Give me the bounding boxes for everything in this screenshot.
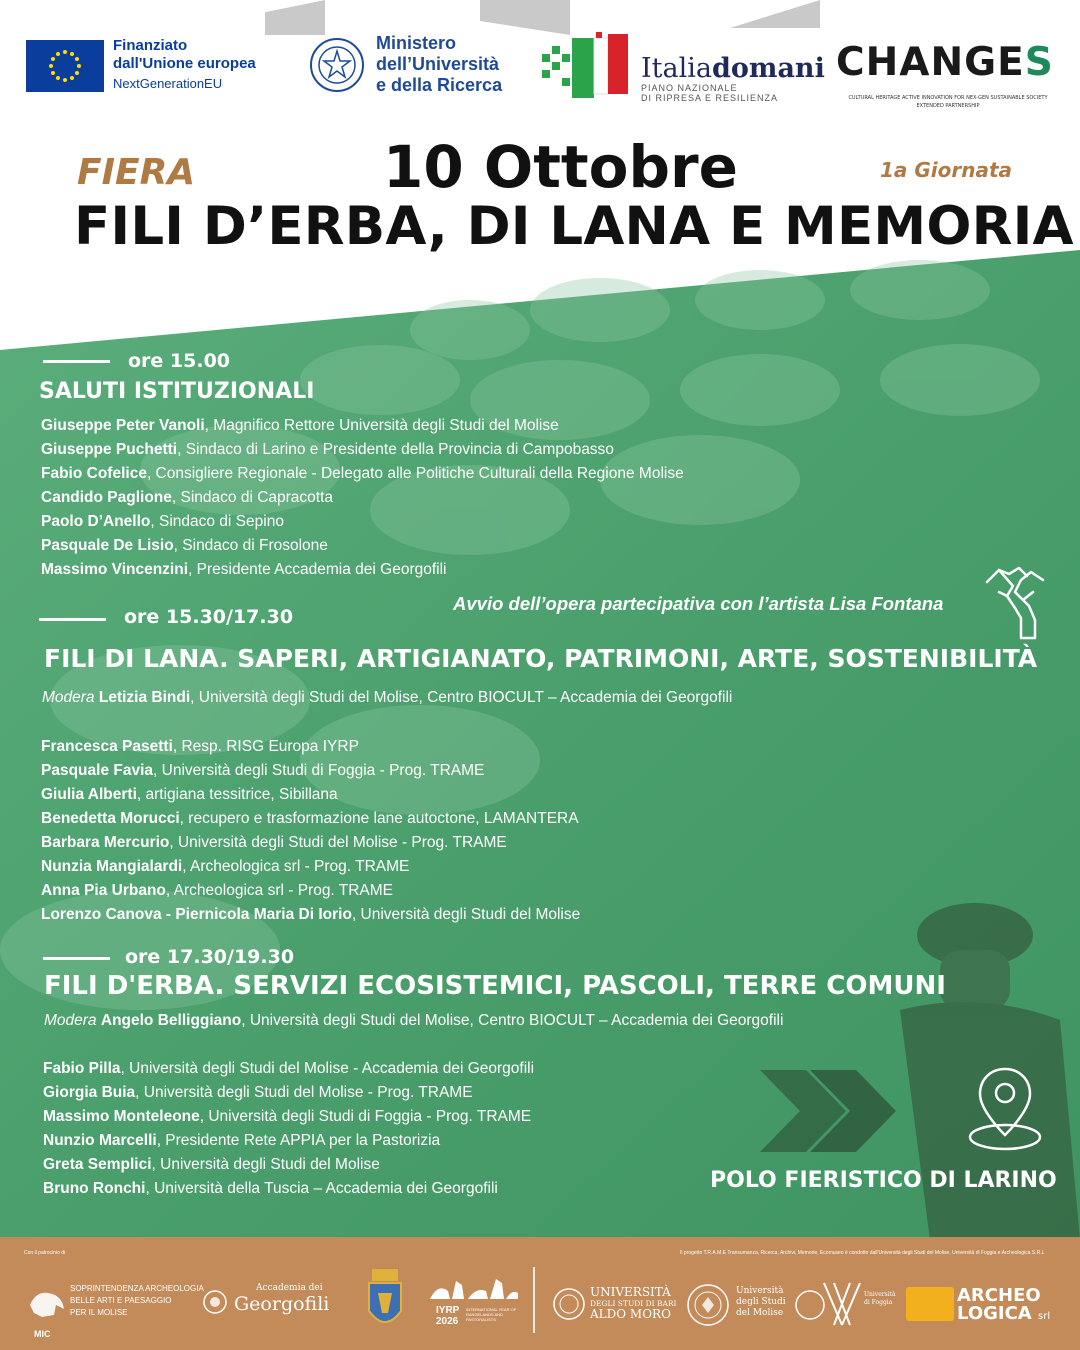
changes-subtitle	[838, 94, 1058, 110]
speaker: Bruno Ronchi, Università della Tuscia – Accademia dei Georgofili	[43, 1180, 498, 1197]
speaker: Barbara Mercurio, Università degli Studi del Molise - Prog. TRAME	[41, 834, 507, 851]
archeologica-line2: LOGICA	[957, 1303, 1032, 1324]
changes-logo	[836, 42, 1054, 84]
speaker-list	[43, 1057, 534, 1201]
iyrp-animals-icon	[428, 1273, 520, 1303]
iyrp-line1: IYRP	[436, 1305, 460, 1316]
sabap-line3: PER IL MOLISE	[70, 1308, 128, 1317]
speaker: Pasquale De Lisio, Sindaco di Frosolone	[41, 537, 328, 554]
archeologica-line1: ARCHEO	[957, 1285, 1041, 1306]
moderator: Modera Letizia Bindi, Università degli Studi del Molise, Centro BIOCULT – Accademia dei Georgofili	[42, 689, 733, 706]
fiera-label: FIERA	[77, 152, 196, 193]
moderator: Modera Angelo Belliggiano, Università degli Studi del Molise, Centro BIOCULT – Accademia dei Georgofili	[44, 1012, 784, 1029]
unimol-text	[736, 1286, 786, 1319]
artist-note: Avvio dell’opera partecipativa con l’artista Lisa Fontana	[453, 593, 944, 614]
speaker: Massimo Monteleone, Università degli Studi di Foggia - Prog. TRAME	[43, 1108, 532, 1125]
session-time: ore 15.30/17.30	[124, 606, 294, 628]
archeologica-logo-icon	[906, 1287, 954, 1321]
sabap-logo-icon	[26, 1285, 68, 1329]
time-divider	[43, 360, 110, 363]
unifg-text	[864, 1291, 896, 1307]
speaker: Pasquale Favia, Università degli Studi di Foggia - Prog. TRAME	[41, 762, 485, 779]
patronage-label: Con il patrocinio di	[24, 1250, 66, 1256]
speaker: Lorenzo Canova - Piernicola Maria Di Iorio, Università degli Studi del Molise	[41, 906, 581, 923]
speaker: Anna Pia Urbano, Archeologica srl - Prog. TRAME	[41, 882, 394, 899]
georgofili-line2: Georgofili	[234, 1293, 330, 1315]
session-title: FILI DI LANA. SAPERI, ARTIGIANATO, PATRIMONI, ARTE, SOSTENIBILITÀ	[44, 644, 1038, 673]
unifg-mark-icon	[822, 1281, 862, 1327]
time-divider	[43, 957, 110, 960]
changes-s: S	[1024, 40, 1054, 85]
hands-icon	[985, 562, 1045, 642]
italiadomani-word2: domani	[711, 53, 825, 84]
archeologica-text	[957, 1287, 1050, 1326]
uniba-text	[590, 1287, 677, 1320]
eu-line3: NextGenerationEU	[113, 76, 223, 91]
archeologica-suffix: srl	[1038, 1311, 1051, 1322]
uniba-seal-icon	[552, 1287, 586, 1321]
mur-text	[376, 33, 502, 96]
main-title: FILI D’ERBA, DI LANA E MEMORIA	[74, 196, 1074, 257]
italiadomani-sub2: DI RIPRESA E RESILIENZA	[641, 93, 779, 103]
day-label: 1a Giornata	[880, 158, 1013, 182]
eu-funding-text	[113, 37, 256, 93]
italiadomani-word1: Italia	[641, 53, 712, 84]
speaker: Giuseppe Peter Vanoli, Magnifico Rettore Università degli Studi del Molise	[41, 417, 559, 434]
uniba-line1: UNIVERSITÀ	[590, 1285, 671, 1299]
time-divider	[39, 618, 106, 621]
speaker: Benedetta Morucci, recupero e trasformazione lane autoctone, LAMANTERA	[41, 810, 579, 827]
session-time: ore 15.00	[128, 350, 231, 372]
unimol-seal-icon	[686, 1283, 730, 1327]
sabap-text	[70, 1283, 204, 1319]
location-pin-icon	[966, 1063, 1044, 1153]
mur-line3: e della Ricerca	[376, 75, 503, 95]
unifg-line2: di Foggia	[864, 1299, 893, 1306]
mur-line1: Ministero	[376, 33, 457, 53]
iyrp-line2: 2026	[436, 1316, 459, 1327]
iyrp-text	[436, 1305, 459, 1327]
georgofili-emblem-icon	[202, 1289, 228, 1315]
speaker: Nunzio Marcelli, Presidente Rete APPIA per la Pastorizia	[43, 1132, 441, 1149]
footer-divider	[533, 1267, 535, 1333]
georgofili-text	[234, 1283, 329, 1315]
session-title: FILI D'ERBA. SERVIZI ECOSISTEMICI, PASCOLI, TERRE COMUNI	[44, 971, 946, 1001]
speaker: Candido Paglione, Sindaco di Capracotta	[41, 489, 334, 506]
italiadomani-text	[641, 55, 825, 103]
project-note: Il progetto T.R.A.M.E Transumanza, Ricerca, Archivi, Memorie, Ecomuseo è condotto dall'Università degli Studi del Molise, Università di Foggia e Archeologica S.R.L	[680, 1250, 1045, 1256]
sabap-mark: MIC	[34, 1329, 51, 1339]
session-time: ore 17.30/19.30	[125, 946, 295, 968]
uniba-line2: DEGLI STUDI DI BARI	[590, 1299, 677, 1308]
changes-sub1: CULTURAL HERITAGE ACTIVE INNOVATION FOR NEX-GEN SUSTAINABLE SOCIETY	[848, 95, 1048, 101]
footer	[0, 1237, 1080, 1350]
eu-line1: Finanziato	[113, 37, 188, 54]
eu-flag-logo	[26, 40, 104, 92]
speaker: Giorgia Buia, Università degli Studi del Molise - Prog. TRAME	[43, 1084, 473, 1101]
speaker: Fabio Pilla, Università degli Studi del Molise - Accademia dei Georgofili	[43, 1060, 535, 1077]
mur-line2: dell’Università	[376, 54, 500, 74]
unimol-line1: Università	[736, 1286, 784, 1296]
session-title: SALUTI ISTITUZIONALI	[39, 379, 315, 404]
speaker-list	[41, 414, 684, 582]
speaker-list	[41, 735, 580, 927]
venue: POLO FIERISTICO DI LARINO	[710, 1168, 1057, 1193]
changes-sub2: EXTENDED PARTNERSHIP	[916, 103, 980, 109]
speaker: Giulia Alberti, artigiana tessitrice, Sibillana	[41, 786, 338, 803]
speaker: Francesca Pasetti, Resp. RISG Europa IYRP	[41, 738, 359, 755]
eu-line2: dall'Unione europea	[113, 55, 256, 72]
speaker: Giuseppe Puchetti, Sindaco di Larino e Presidente della Provincia di Campobasso	[41, 441, 614, 458]
georgofili-line1: Accademia dei	[256, 1283, 323, 1293]
italiadomani-mark-icon	[540, 32, 632, 102]
italian-republic-emblem-icon	[308, 34, 366, 96]
unimol-line3: del Molise	[736, 1308, 784, 1318]
changes-main: CHANGE	[836, 40, 1025, 85]
event-date: 10 Ottobre	[383, 133, 738, 201]
iyrp-sub: INTERNATIONAL YEAR OF RANGELANDS AND PASTORALISTS	[466, 1307, 517, 1322]
speaker: Paolo D’Anello, Sindaco di Sepino	[41, 513, 284, 530]
sabap-line1: SOPRINTENDENZA ARCHEOLOGIA	[70, 1284, 204, 1293]
speaker: Fabio Cofelice, Consigliere Regionale - Delegato alle Politiche Culturali della Regione Molise	[41, 465, 684, 482]
arrows-icon	[760, 1070, 900, 1152]
speaker: Nunzia Mangialardi, Archeologica srl - Prog. TRAME	[41, 858, 410, 875]
municipal-crest-icon	[364, 1267, 406, 1335]
unifg-line1: Università	[864, 1291, 896, 1298]
sabap-line2: BELLE ARTI E PAESAGGIO	[70, 1296, 172, 1305]
unimol-line2: degli Studi	[736, 1297, 786, 1307]
italiadomani-sub1: PIANO NAZIONALE	[641, 83, 738, 93]
speaker: Massimo Vincenzini, Presidente Accademia dei Georgofili	[41, 561, 447, 578]
speaker: Greta Semplici, Università degli Studi del Molise	[43, 1156, 380, 1173]
uniba-line3: ALDO MORO	[590, 1307, 671, 1321]
